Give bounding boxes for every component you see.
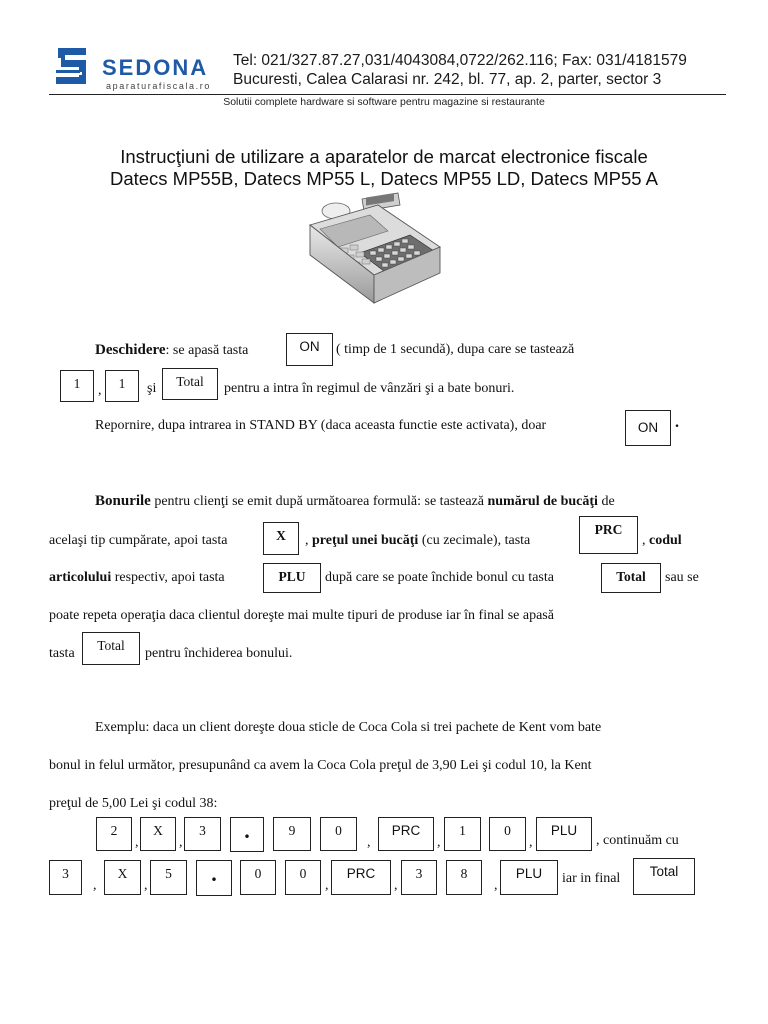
key-1-first: 1 [60,370,94,402]
repornire-period: . [675,414,679,431]
ex1-key-9: 9 [273,817,311,851]
key-prc: PRC [579,516,638,554]
ex1-sep-2: , [179,835,183,850]
ex1-key-0: 0 [320,817,357,851]
bonuri-heading: Bonurile [95,493,151,509]
bonuri-line5a: tasta [49,646,75,661]
ex2-key-3b: 3 [401,860,437,895]
ex1-sep-5: , [529,835,533,850]
ex1-key-1: 1 [444,817,481,851]
ex2-key-5: 5 [150,860,187,895]
ex2-key-prc: PRC [331,860,391,895]
ex2-key-0: 0 [240,860,276,895]
exemplu-line1: Exemplu: daca un client doreşte doua sticle de Coca Cola si trei pachete de Kent vom bate [95,720,602,735]
bonuri-line2a: acelaşi tip cumpărate, apoi tasta [49,533,228,548]
ex1-key-0b: 0 [489,817,526,851]
ex1-key-2: 2 [96,817,132,851]
ex1-sep-1: , [135,835,139,850]
deschidere-si: şi [147,381,157,396]
bonuri-line5b: pentru închiderea bonului. [145,646,293,661]
ex1-key-x: X [140,817,176,851]
key-plu: PLU [263,563,321,593]
sedona-logo [52,44,224,94]
ex2-sep-2: , [144,878,148,893]
key-total-final: Total [82,632,140,665]
ex2-key-3: 3 [49,860,82,895]
bonuri-line4: poate repeta operaţia daca clientul doreşte mai multe tipuri de produse iar în final se apasă [49,608,554,623]
deschidere-heading: Deschidere [95,342,166,358]
cash-register-image [300,191,450,313]
deschidere-text2: ( timp de 1 secundă), dupa care se tastează [336,342,575,357]
bonuri-line2c: , codul [642,533,682,548]
separator-comma: , [98,383,102,398]
ex2-sep-1: , [93,878,97,893]
ex1-sep-4: , [437,835,441,850]
ex1-key-plu: PLU [536,817,592,851]
ex2-key-8: 8 [446,860,482,895]
contact-phones: Tel: 021/327.87.27,031/4043084,0722/262.116; Fax: 031/4181579 [233,52,687,69]
brand-name: SEDONA [102,55,209,80]
exemplu-line3: preţul de 5,00 Lei şi codul 38: [49,796,218,811]
exemplu-line2: bonul in felul următor, presupunând ca avem la Coca Cola preţul de 3,90 Lei şi codul 10, la Kent [49,758,592,773]
ex1-key-3: 3 [184,817,221,851]
ex1-key-prc: PRC [378,817,434,851]
key-x: X [263,522,299,555]
ex2-key-dot: . [196,860,232,896]
deschidere-text1: : se apasă tasta [165,343,249,358]
bonuri-line3a: articolului respectiv, apoi tasta [49,570,225,585]
ex2-key-0b: 0 [285,860,321,895]
key-total: Total [162,368,218,400]
cash-register-icon [300,191,450,313]
repornire-text: Repornire, dupa intrarea in STAND BY (daca aceasta functie este activata), doar [95,418,547,433]
ex1-continuam: , continuăm cu [596,833,679,848]
deschidere-label [95,341,248,360]
page-title-line2: Datecs MP55B, Datecs MP55 L, Datecs MP55 LD, Datecs MP55 A [109,168,659,189]
bonuri-line3b: după care se poate închide bonul cu tasta [325,570,554,585]
tagline: Solutii complete hardware si software pentru magazine si restaurante [223,96,545,108]
contact-address: Bucuresti, Calea Calarasi nr. 242, bl. 77, ap. 2, parter, sector 3 [233,71,662,88]
deschidere-text3: pentru a intra în regimul de vânzări şi a bate bonuri. [224,381,515,396]
ex2-key-x: X [104,860,141,895]
ex2-sep-3: , [325,878,329,893]
key-total-bon: Total [601,563,661,593]
key-on-repornire: ON [625,410,671,446]
sedona-logo-mark-icon [52,46,90,86]
ex2-sep-4: , [394,878,398,893]
ex1-sep-3: , [367,835,371,850]
ex2-key-total: Total [633,858,695,895]
key-on: ON [286,333,333,366]
bonuri-line2b: , preţul unei bucăţi (cu zecimale), tasta [305,533,531,548]
page-title-line1: Instrucţiuni de utilizare a aparatelor de marcat electronice fiscale [120,146,648,167]
brand-url: aparaturafiscala.ro [106,81,211,91]
header-divider [49,94,726,95]
key-1-second: 1 [105,370,139,402]
ex1-key-dot: . [230,817,264,852]
ex2-iar-in-final: iar in final [562,871,621,886]
bonuri-line3c: sau se [665,570,699,585]
ex2-sep-5: , [494,878,498,893]
bonuri-line1: Bonurile pentru clienţi se emit după următoarea formulă: se tastează numărul de bucăţi de [95,493,615,509]
ex2-key-plu: PLU [500,860,558,895]
